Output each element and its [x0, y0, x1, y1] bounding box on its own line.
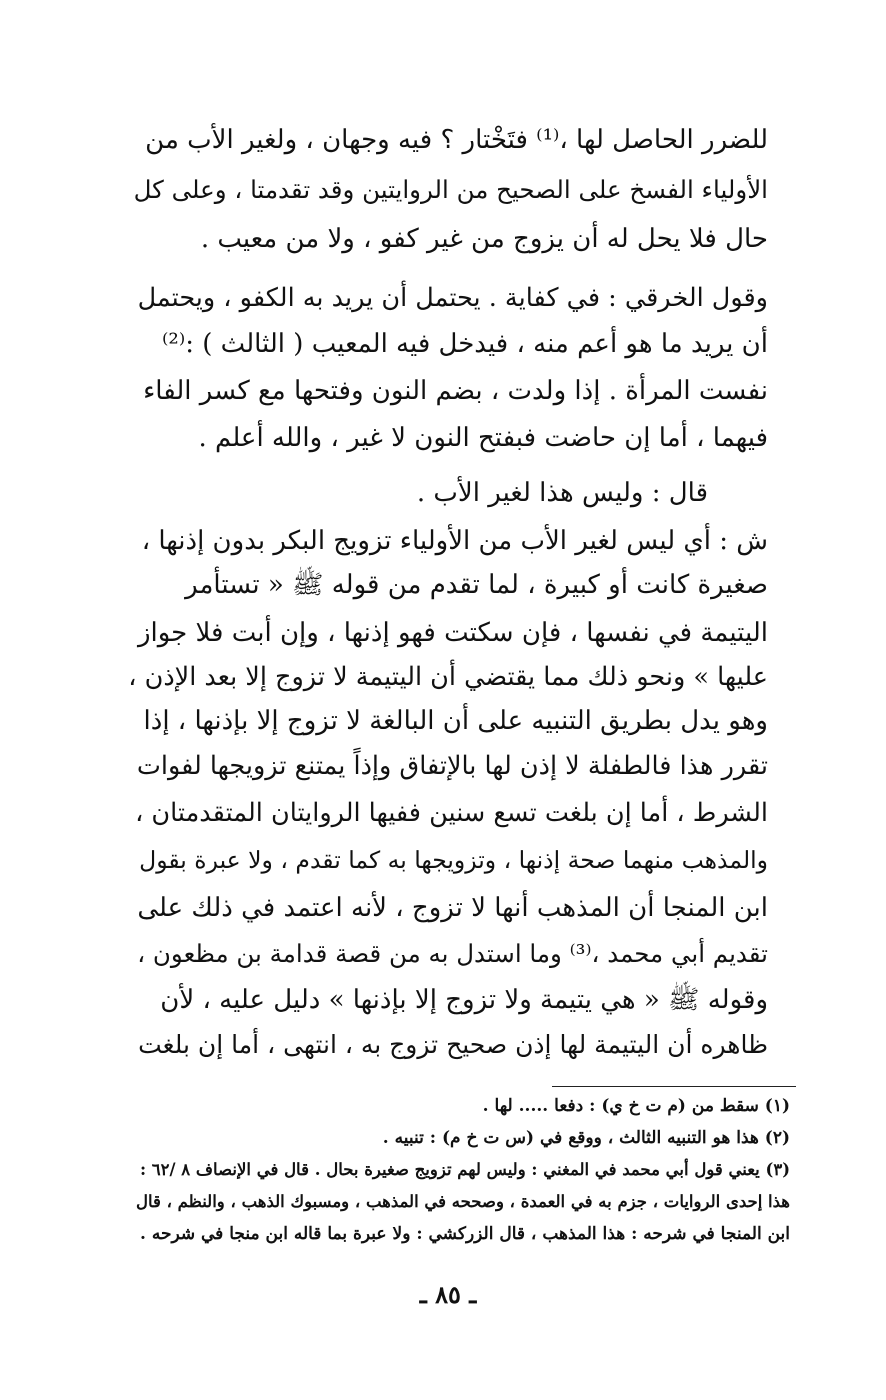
- body-line: فيهما ، أما إن حاضت فبفتح النون لا غير ، والله أعلم .: [198, 423, 768, 453]
- body-line: وقوله ﷺ « هي يتيمة ولا تزوج إلا بإذنها » دليل عليه ، لأن: [160, 985, 768, 1015]
- footnote-line: ابن المنجا في شرحه : هذا المذهب ، قال الزركشي : ولا عبرة بما قاله ابن منجا في شرحه .: [140, 1224, 790, 1244]
- footnote-line: (٢) هذا هو التنبيه الثالث ، ووقع في (س ت خ م) : تنبيه .: [382, 1128, 790, 1148]
- main-text: [128, 0, 768, 1080]
- footnote-line: (٣) يعني قول أبي محمد في المغني : وليس لهم تزويج صغيرة بحال . قال في الإنصاف ٨ /٦٢ :: [139, 1160, 790, 1179]
- body-line: والمذهب منهما صحة إذنها ، وتزويجها به كما تقدم ، ولا عبرة بقول: [139, 846, 768, 874]
- body-line: وهو يدل بطريق التنبيه على أن البالغة لا تزوج إلا بإذنها ، إذا: [143, 706, 768, 736]
- body-line: تقديم أبي محمد ،⁽³⁾ وما استدل به من قصة قدامة بن مظعون ،: [137, 939, 768, 968]
- footnote-line: (١) سقط من (م ت خ ي) : دفعا ..... لها .: [482, 1096, 790, 1116]
- body-line: عليها » ونحو ذلك مما يقتضي أن اليتيمة لا تزوج إلا بعد الإذن ،: [128, 662, 768, 692]
- page-number: ـ ٨٥ ـ: [419, 1280, 477, 1309]
- body-line: نفست المرأة . إذا ولدت ، بضم النون وفتحها مع كسر الفاء: [143, 376, 768, 406]
- body-line: الأولياء الفسخ على الصحيح من الروايتين وقد تقدمتا ، وعلى كل: [133, 175, 768, 204]
- body-line: اليتيمة في نفسها ، فإن سكتت فهو إذنها ، وإن أبت فلا جواز: [137, 618, 768, 648]
- body-line: تقرر هذا فالطفلة لا إذن لها بالإتفاق وإذاً يمتنع تزويجها لفوات: [136, 751, 768, 781]
- body-line: الشرط ، أما إن بلغت تسع سنين ففيها الروايتان المتقدمتان ،: [135, 798, 768, 828]
- footnote-separator: [552, 1086, 796, 1087]
- body-line: ش : أي ليس لغير الأب من الأولياء تزويج البكر بدون إذنها ،: [141, 526, 768, 556]
- body-line: وقول الخرقي : في كفاية . يحتمل أن يريد به الكفو ، ويحتمل: [137, 283, 768, 313]
- body-line: صغيرة كانت أو كبيرة ، لما تقدم من قوله ﷺ « تستأمر: [185, 570, 768, 600]
- footnote-line: هذا إحدى الروايات ، جزم به في العمدة ، وصححه في المذهب ، ومسبوك الذهب ، والنظم ، قال: [135, 1192, 790, 1211]
- body-line: للضرر الحاصل لها ،⁽¹⁾ فتَخْتار ؟ فيه وجهان ، ولغير الأب من: [145, 125, 768, 155]
- body-line: ابن المنجا أن المذهب أنها لا تزوج ، لأنه اعتمد في ذلك على: [137, 893, 768, 923]
- body-line: ظاهره أن اليتيمة لها إذن صحيح تزوج به ، انتهى ، أما إن بلغت: [138, 1030, 768, 1059]
- body-line: أن يريد ما هو أعم منه ، فيدخل فيه المعيب ( الثالث ) :⁽²⁾: [162, 329, 768, 359]
- section-heading: قال : وليس هذا لغير الأب .: [416, 478, 708, 508]
- body-line: حال فلا يحل له أن يزوج من غير كفو ، ولا من معيب .: [200, 224, 768, 254]
